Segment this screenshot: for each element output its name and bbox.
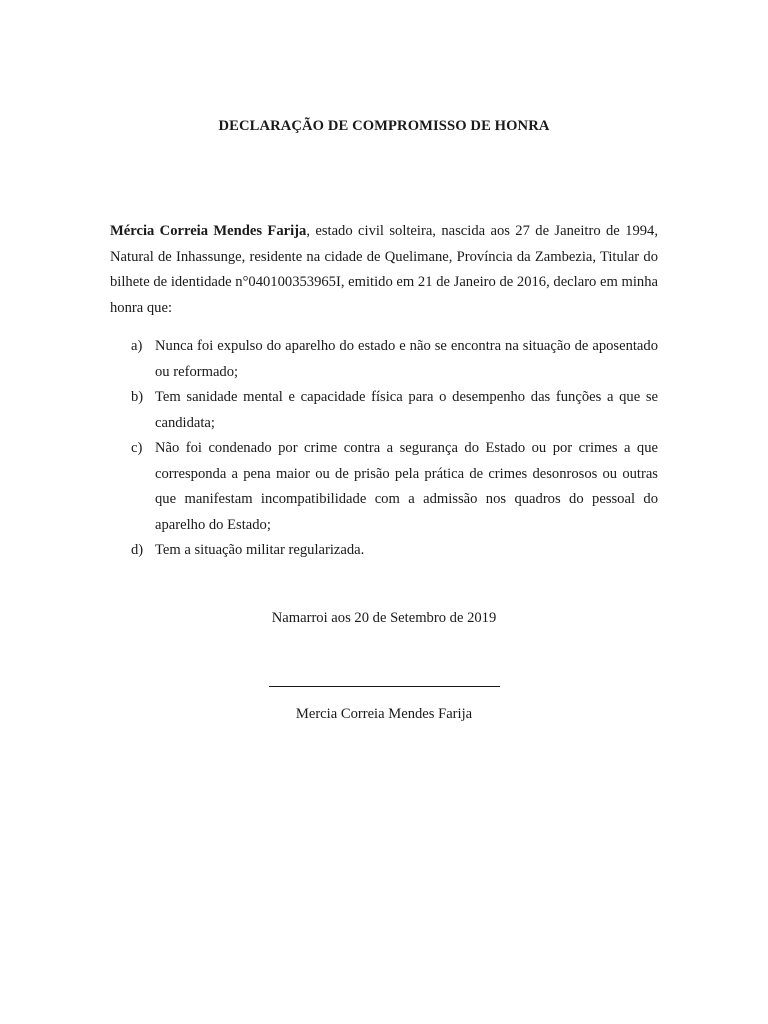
document-title: DECLARAÇÃO DE COMPROMISSO DE HONRA xyxy=(218,118,550,134)
intro-paragraph xyxy=(110,219,658,321)
list-item xyxy=(110,334,658,385)
declaration-list xyxy=(110,334,658,564)
list-marker: a) xyxy=(131,338,143,354)
list-item-text: Nunca foi expulso do aparelho do estado e não se encontra na situação de aposentado ou reformado; xyxy=(155,338,658,380)
list-item xyxy=(110,538,658,564)
list-item-text: Não foi condenado por crime contra a segurança do Estado ou por crimes a que corresponda a pena maior ou de prisão pela prática de crimes desonrosos ou outras que manifestam incompatibilidade com a admissão nos quadros do pessoal do aparelho do Estado; xyxy=(155,440,658,533)
list-marker: c) xyxy=(131,440,143,456)
list-marker: b) xyxy=(131,389,144,405)
declarant-name: Mércia Correia Mendes Farija xyxy=(110,223,307,239)
signature-line xyxy=(269,686,500,687)
list-item-text: Tem sanidade mental e capacidade física para o desempenho das funções a que se candidata; xyxy=(155,389,658,431)
place-and-date: Namarroi aos 20 de Setembro de 2019 xyxy=(271,610,497,626)
list-item xyxy=(110,385,658,436)
intro-text: , estado civil solteira, nascida aos 27 de Janeitro de 1994, Natural de Inhassunge, residente na cidade de Quelimane, Província da Zambezia, Titular do bilhete de identidade n°040100353965I, emitido em 21 de Janeiro de 2016, declaro em minha honra que: xyxy=(110,223,658,316)
list-item xyxy=(110,436,658,538)
list-item-text: Tem a situação militar regularizada. xyxy=(155,542,365,558)
signature-name: Mercia Correia Mendes Farija xyxy=(295,706,473,722)
list-marker: d) xyxy=(131,542,144,558)
